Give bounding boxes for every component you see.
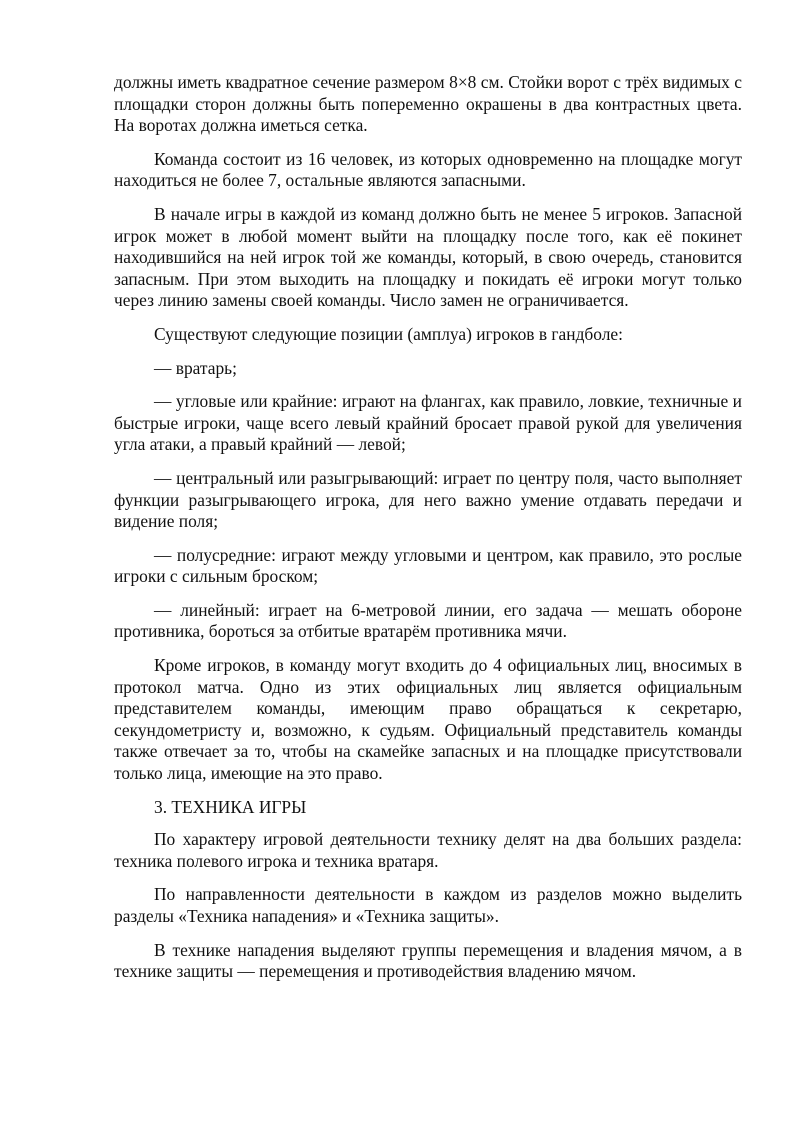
list-item-center: — центральный или разыгрывающий: играет по центру поля, часто выполняет функции разыгрывающего игрока, для него важно умение отдавать передачи и видение поля; (114, 467, 742, 532)
document-page (114, 72, 742, 995)
list-item-goalkeeper: — вратарь; (154, 357, 237, 378)
paragraph-substitutions: В начале игры в каждой из команд должно быть не менее 5 игроков. Запасной игрок может в любой момент выйти на площадку после того, как её покинет находившийся на ней игрок той же команды, который, в свою очередь, становится запасным. При этом выходить на площадку и покидать её игроки могут только через линию замены своей команды. Число замен не ограничивается. (114, 203, 742, 311)
list-item-pivot: — линейный: играет на 6-метровой линии, его задача — мешать обороне противника, бороться за отбитые вратарём противника мячи. (114, 599, 742, 642)
paragraph-officials: Кроме игроков, в команду могут входить до 4 официальных лиц, вносимых в протокол матча. Одно из этих официальных лиц является официальным представителем команды, имеющим право обращаться к секретарю, секундометристу и, возможно, к судьям. Официальный представитель команды также отвечает за то, чтобы на скамейке запасных и на площадке присутствовали только лица, имеющие на это право. (114, 655, 742, 784)
list-item-wings: — угловые или крайние: играют на флангах, как правило, ловкие, техничные и быстрые игроки, чаще всего левый крайний бросает правой рукой для увеличения угла атаки, а правый крайний — левой; (114, 391, 742, 455)
paragraph-technique-sections: По характеру игровой деятельности технику делят на два больших раздела: техника полевого игрока и техника вратаря. (114, 829, 742, 871)
paragraph-team-size: Команда состоит из 16 человек, из которых одновременно на площадке могут находиться не более 7, остальные являются запасными. (114, 148, 742, 191)
paragraph-positions-intro: Существуют следующие позиции (амплуа) игроков в гандболе: (154, 323, 623, 344)
section-heading: 3. ТЕХНИКА ИГРЫ (154, 796, 307, 817)
paragraph-technique-groups: В технике нападения выделяют группы перемещения и владения мячом, а в технике защиты — перемещения и противодействия владению мячом. (114, 939, 742, 982)
list-item-backs: — полусредние: играют между угловыми и центром, как правило, это рослые игроки с сильным броском; (114, 544, 742, 587)
paragraph-goal-posts: должны иметь квадратное сечение размером 8×8 см. Стойки ворот с трёх видимых с площадки сторон должны быть попеременно окрашены в два контрастных цвета. На воротах должна иметься сетка. (114, 72, 742, 136)
paragraph-technique-direction: По направленности деятельности в каждом из разделов можно выделить разделы «Техника нападения» и «Техника защиты». (114, 884, 742, 926)
